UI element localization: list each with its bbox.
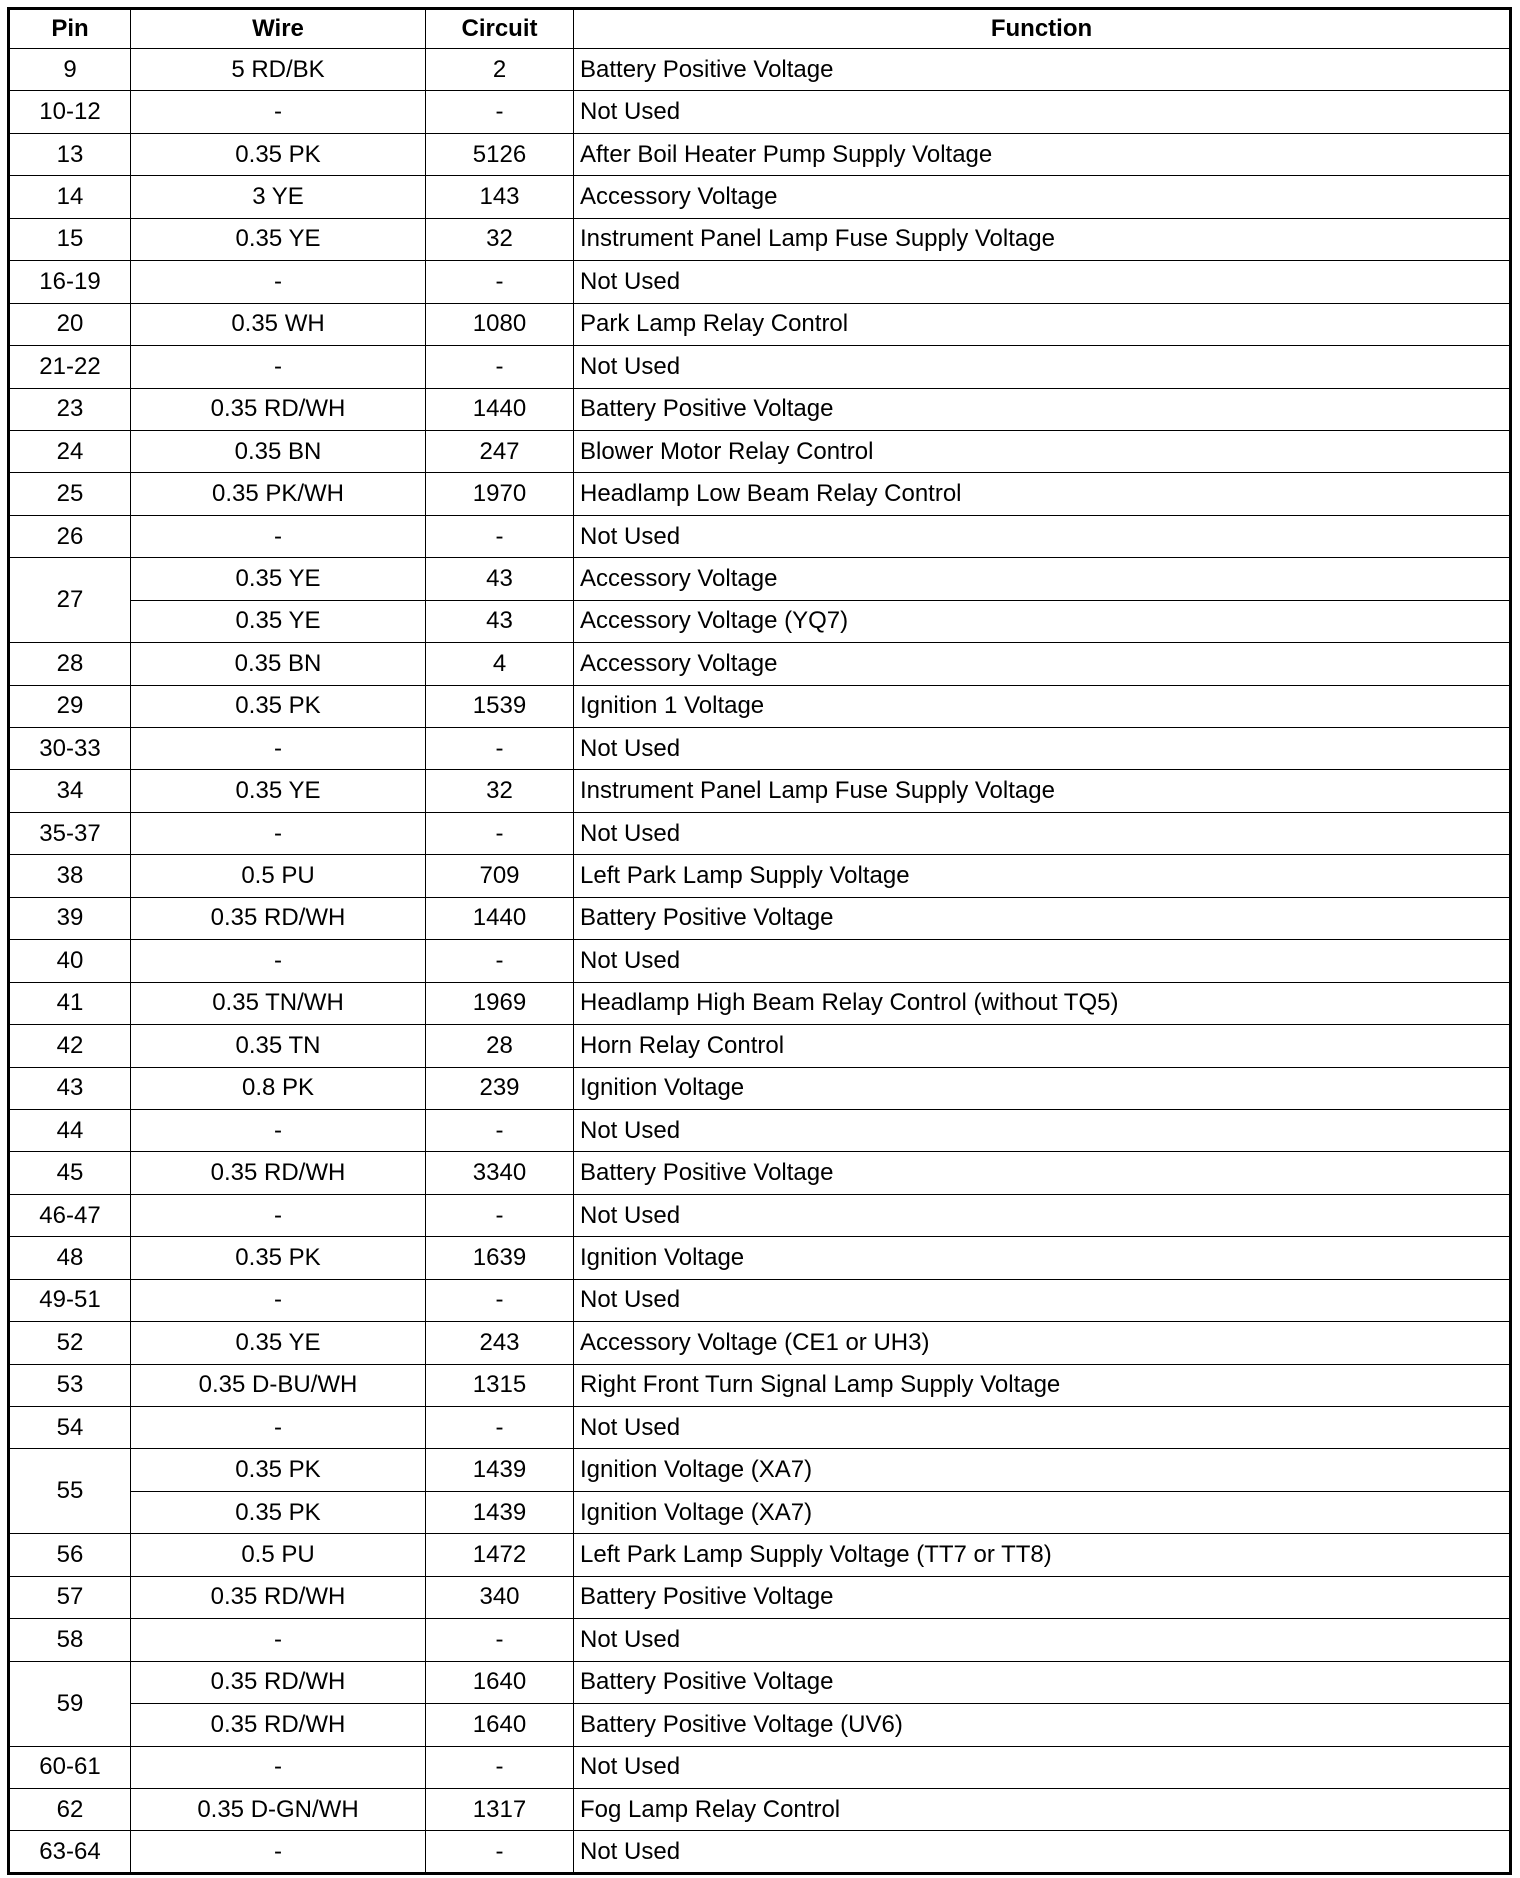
table-row	[9, 558, 1511, 600]
function-cell: Not Used	[574, 1831, 1511, 1874]
pin-cell: 42	[9, 1025, 131, 1067]
wire-cell: 0.35 RD/WH	[131, 1661, 426, 1703]
wire-cell: -	[131, 1831, 426, 1874]
function-cell: Not Used	[574, 1619, 1511, 1661]
wire-cell: -	[131, 1619, 426, 1661]
wire-cell: 0.35 BN	[131, 643, 426, 685]
circuit-cell: -	[426, 812, 574, 854]
pin-cell: 53	[9, 1364, 131, 1406]
header-pin: Pin	[9, 9, 131, 49]
circuit-cell: 243	[426, 1322, 574, 1364]
circuit-cell: -	[426, 1619, 574, 1661]
table-row	[9, 1194, 1511, 1236]
pin-cell: 60-61	[9, 1746, 131, 1788]
pin-cell: 39	[9, 897, 131, 939]
header-circuit: Circuit	[426, 9, 574, 49]
function-cell: Accessory Voltage	[574, 643, 1511, 685]
pin-cell: 59	[9, 1661, 131, 1746]
circuit-cell: 143	[426, 176, 574, 218]
table-row	[9, 176, 1511, 218]
table-row	[9, 1407, 1511, 1449]
circuit-cell: 43	[426, 600, 574, 642]
function-cell: Accessory Voltage (YQ7)	[574, 600, 1511, 642]
table-row	[9, 515, 1511, 557]
pin-cell: 58	[9, 1619, 131, 1661]
circuit-cell: 1440	[426, 897, 574, 939]
circuit-cell: 1315	[426, 1364, 574, 1406]
circuit-cell: 5126	[426, 133, 574, 175]
wire-cell: 0.35 BN	[131, 430, 426, 472]
function-cell: Battery Positive Voltage	[574, 897, 1511, 939]
function-cell: Battery Positive Voltage	[574, 1576, 1511, 1618]
circuit-cell: 32	[426, 770, 574, 812]
circuit-cell: -	[426, 940, 574, 982]
table-row	[9, 982, 1511, 1024]
table-row	[9, 1067, 1511, 1109]
wire-cell: 5 RD/BK	[131, 49, 426, 91]
wire-cell: 0.35 WH	[131, 303, 426, 345]
pin-cell: 54	[9, 1407, 131, 1449]
table-row	[9, 1831, 1511, 1874]
circuit-cell: -	[426, 261, 574, 303]
circuit-cell: 1539	[426, 685, 574, 727]
pin-cell: 35-37	[9, 812, 131, 854]
table-row	[9, 1576, 1511, 1618]
wire-cell: 0.35 RD/WH	[131, 897, 426, 939]
wire-cell: 0.35 RD/WH	[131, 1704, 426, 1746]
circuit-cell: -	[426, 91, 574, 133]
circuit-cell: 1472	[426, 1534, 574, 1576]
function-cell: Accessory Voltage (CE1 or UH3)	[574, 1322, 1511, 1364]
wire-cell: 0.5 PU	[131, 855, 426, 897]
function-cell: After Boil Heater Pump Supply Voltage	[574, 133, 1511, 175]
table-row	[9, 940, 1511, 982]
table-row	[9, 1534, 1511, 1576]
pin-cell: 34	[9, 770, 131, 812]
wire-cell: 0.35 YE	[131, 1322, 426, 1364]
circuit-cell: -	[426, 515, 574, 557]
table-row	[9, 261, 1511, 303]
function-cell: Not Used	[574, 1109, 1511, 1151]
wire-cell: -	[131, 812, 426, 854]
table-row	[9, 346, 1511, 388]
table-row	[9, 600, 1511, 642]
pin-cell: 57	[9, 1576, 131, 1618]
table-row	[9, 1322, 1511, 1364]
wire-cell: -	[131, 346, 426, 388]
wire-cell: 0.35 RD/WH	[131, 1152, 426, 1194]
circuit-cell: 709	[426, 855, 574, 897]
function-cell: Battery Positive Voltage	[574, 49, 1511, 91]
pin-cell: 28	[9, 643, 131, 685]
pin-cell: 40	[9, 940, 131, 982]
function-cell: Accessory Voltage	[574, 176, 1511, 218]
wire-cell: -	[131, 1194, 426, 1236]
pin-cell: 45	[9, 1152, 131, 1194]
pin-cell: 21-22	[9, 346, 131, 388]
table-body	[9, 49, 1511, 1874]
circuit-cell: -	[426, 1407, 574, 1449]
header-function: Function	[574, 9, 1511, 49]
circuit-cell: 1969	[426, 982, 574, 1024]
wire-cell: 0.35 YE	[131, 558, 426, 600]
wire-cell: 0.35 TN/WH	[131, 982, 426, 1024]
wire-cell: 0.35 YE	[131, 600, 426, 642]
circuit-cell: -	[426, 1109, 574, 1151]
function-cell: Not Used	[574, 1746, 1511, 1788]
function-cell: Not Used	[574, 515, 1511, 557]
wire-cell: 0.35 RD/WH	[131, 1576, 426, 1618]
table-row	[9, 1279, 1511, 1321]
pin-cell: 9	[9, 49, 131, 91]
function-cell: Ignition Voltage	[574, 1237, 1511, 1279]
pin-cell: 44	[9, 1109, 131, 1151]
table-row	[9, 1491, 1511, 1533]
table-row	[9, 643, 1511, 685]
pin-cell: 27	[9, 558, 131, 643]
pin-cell: 15	[9, 218, 131, 260]
pin-cell: 55	[9, 1449, 131, 1534]
circuit-cell: 247	[426, 430, 574, 472]
pin-cell: 63-64	[9, 1831, 131, 1874]
table-row	[9, 1704, 1511, 1746]
pin-cell: 16-19	[9, 261, 131, 303]
function-cell: Right Front Turn Signal Lamp Supply Voltage	[574, 1364, 1511, 1406]
wire-cell: 0.35 YE	[131, 770, 426, 812]
table-row	[9, 1237, 1511, 1279]
function-cell: Battery Positive Voltage	[574, 1661, 1511, 1703]
pin-cell: 46-47	[9, 1194, 131, 1236]
table-header	[9, 9, 1511, 49]
wire-cell: 0.35 RD/WH	[131, 388, 426, 430]
pin-cell: 23	[9, 388, 131, 430]
function-cell: Left Park Lamp Supply Voltage (TT7 or TT8)	[574, 1534, 1511, 1576]
function-cell: Not Used	[574, 940, 1511, 982]
function-cell: Battery Positive Voltage	[574, 388, 1511, 430]
wire-cell: 0.35 D-GN/WH	[131, 1788, 426, 1830]
circuit-cell: 32	[426, 218, 574, 260]
circuit-cell: 1970	[426, 473, 574, 515]
function-cell: Ignition Voltage	[574, 1067, 1511, 1109]
wire-cell: -	[131, 728, 426, 770]
circuit-cell: 239	[426, 1067, 574, 1109]
header-wire: Wire	[131, 9, 426, 49]
table-row	[9, 388, 1511, 430]
pin-cell: 13	[9, 133, 131, 175]
function-cell: Horn Relay Control	[574, 1025, 1511, 1067]
wire-cell: -	[131, 261, 426, 303]
pin-cell: 56	[9, 1534, 131, 1576]
pin-cell: 20	[9, 303, 131, 345]
table-row	[9, 1449, 1511, 1491]
circuit-cell: 1439	[426, 1449, 574, 1491]
function-cell: Not Used	[574, 261, 1511, 303]
function-cell: Ignition Voltage (XA7)	[574, 1449, 1511, 1491]
table-row	[9, 1788, 1511, 1830]
header-row	[9, 9, 1511, 49]
wire-cell: 0.5 PU	[131, 1534, 426, 1576]
table-row	[9, 1364, 1511, 1406]
pin-cell: 38	[9, 855, 131, 897]
pin-cell: 24	[9, 430, 131, 472]
function-cell: Headlamp Low Beam Relay Control	[574, 473, 1511, 515]
table-row	[9, 1661, 1511, 1703]
pin-cell: 41	[9, 982, 131, 1024]
function-cell: Left Park Lamp Supply Voltage	[574, 855, 1511, 897]
wire-cell: 0.35 PK	[131, 1491, 426, 1533]
pin-cell: 10-12	[9, 91, 131, 133]
wire-cell: -	[131, 515, 426, 557]
wire-cell: 0.35 PK/WH	[131, 473, 426, 515]
wire-cell: -	[131, 1407, 426, 1449]
circuit-cell: 2	[426, 49, 574, 91]
wire-cell: 0.35 PK	[131, 685, 426, 727]
table-row	[9, 685, 1511, 727]
wire-cell: -	[131, 940, 426, 982]
table-row	[9, 770, 1511, 812]
function-cell: Instrument Panel Lamp Fuse Supply Voltage	[574, 770, 1511, 812]
pin-cell: 62	[9, 1788, 131, 1830]
circuit-cell: -	[426, 346, 574, 388]
table-row	[9, 218, 1511, 260]
wire-cell: 3 YE	[131, 176, 426, 218]
circuit-cell: -	[426, 1194, 574, 1236]
circuit-cell: 43	[426, 558, 574, 600]
circuit-cell: -	[426, 1279, 574, 1321]
circuit-cell: 4	[426, 643, 574, 685]
function-cell: Not Used	[574, 728, 1511, 770]
function-cell: Instrument Panel Lamp Fuse Supply Voltage	[574, 218, 1511, 260]
circuit-cell: -	[426, 728, 574, 770]
circuit-cell: -	[426, 1831, 574, 1874]
pin-cell: 30-33	[9, 728, 131, 770]
wire-cell: -	[131, 1109, 426, 1151]
function-cell: Fog Lamp Relay Control	[574, 1788, 1511, 1830]
function-cell: Battery Positive Voltage	[574, 1152, 1511, 1194]
pin-cell: 26	[9, 515, 131, 557]
table-row	[9, 728, 1511, 770]
circuit-cell: 1639	[426, 1237, 574, 1279]
table-row	[9, 49, 1511, 91]
function-cell: Accessory Voltage	[574, 558, 1511, 600]
circuit-cell: 1640	[426, 1704, 574, 1746]
wire-cell: -	[131, 1746, 426, 1788]
function-cell: Not Used	[574, 812, 1511, 854]
table-row	[9, 91, 1511, 133]
pin-cell: 48	[9, 1237, 131, 1279]
table-row	[9, 855, 1511, 897]
circuit-cell: 1317	[426, 1788, 574, 1830]
table-row	[9, 133, 1511, 175]
pin-cell: 29	[9, 685, 131, 727]
pin-cell: 52	[9, 1322, 131, 1364]
function-cell: Park Lamp Relay Control	[574, 303, 1511, 345]
wire-cell: -	[131, 91, 426, 133]
function-cell: Not Used	[574, 91, 1511, 133]
circuit-cell: 1439	[426, 1491, 574, 1533]
function-cell: Not Used	[574, 1407, 1511, 1449]
table-row	[9, 812, 1511, 854]
circuit-cell: 1080	[426, 303, 574, 345]
function-cell: Ignition 1 Voltage	[574, 685, 1511, 727]
pin-cell: 49-51	[9, 1279, 131, 1321]
wire-cell: 0.35 D-BU/WH	[131, 1364, 426, 1406]
function-cell: Battery Positive Voltage (UV6)	[574, 1704, 1511, 1746]
table-row	[9, 303, 1511, 345]
table-row	[9, 1109, 1511, 1151]
function-cell: Not Used	[574, 1194, 1511, 1236]
function-cell: Blower Motor Relay Control	[574, 430, 1511, 472]
wire-cell: 0.8 PK	[131, 1067, 426, 1109]
wire-cell: 0.35 TN	[131, 1025, 426, 1067]
circuit-cell: 3340	[426, 1152, 574, 1194]
table-row	[9, 1152, 1511, 1194]
pin-cell: 43	[9, 1067, 131, 1109]
function-cell: Headlamp High Beam Relay Control (without TQ5)	[574, 982, 1511, 1024]
table-row	[9, 430, 1511, 472]
pin-cell: 14	[9, 176, 131, 218]
function-cell: Not Used	[574, 346, 1511, 388]
circuit-cell: 1640	[426, 1661, 574, 1703]
table-row	[9, 1746, 1511, 1788]
function-cell: Not Used	[574, 1279, 1511, 1321]
table-row	[9, 897, 1511, 939]
pin-cell: 25	[9, 473, 131, 515]
table-row	[9, 1025, 1511, 1067]
function-cell: Ignition Voltage (XA7)	[574, 1491, 1511, 1533]
circuit-cell: -	[426, 1746, 574, 1788]
circuit-cell: 28	[426, 1025, 574, 1067]
circuit-cell: 1440	[426, 388, 574, 430]
connector-pinout-table	[7, 7, 1512, 1875]
wire-cell: 0.35 PK	[131, 1449, 426, 1491]
table-row	[9, 1619, 1511, 1661]
wire-cell: -	[131, 1279, 426, 1321]
wire-cell: 0.35 YE	[131, 218, 426, 260]
table-row	[9, 473, 1511, 515]
wire-cell: 0.35 PK	[131, 133, 426, 175]
circuit-cell: 340	[426, 1576, 574, 1618]
wire-cell: 0.35 PK	[131, 1237, 426, 1279]
